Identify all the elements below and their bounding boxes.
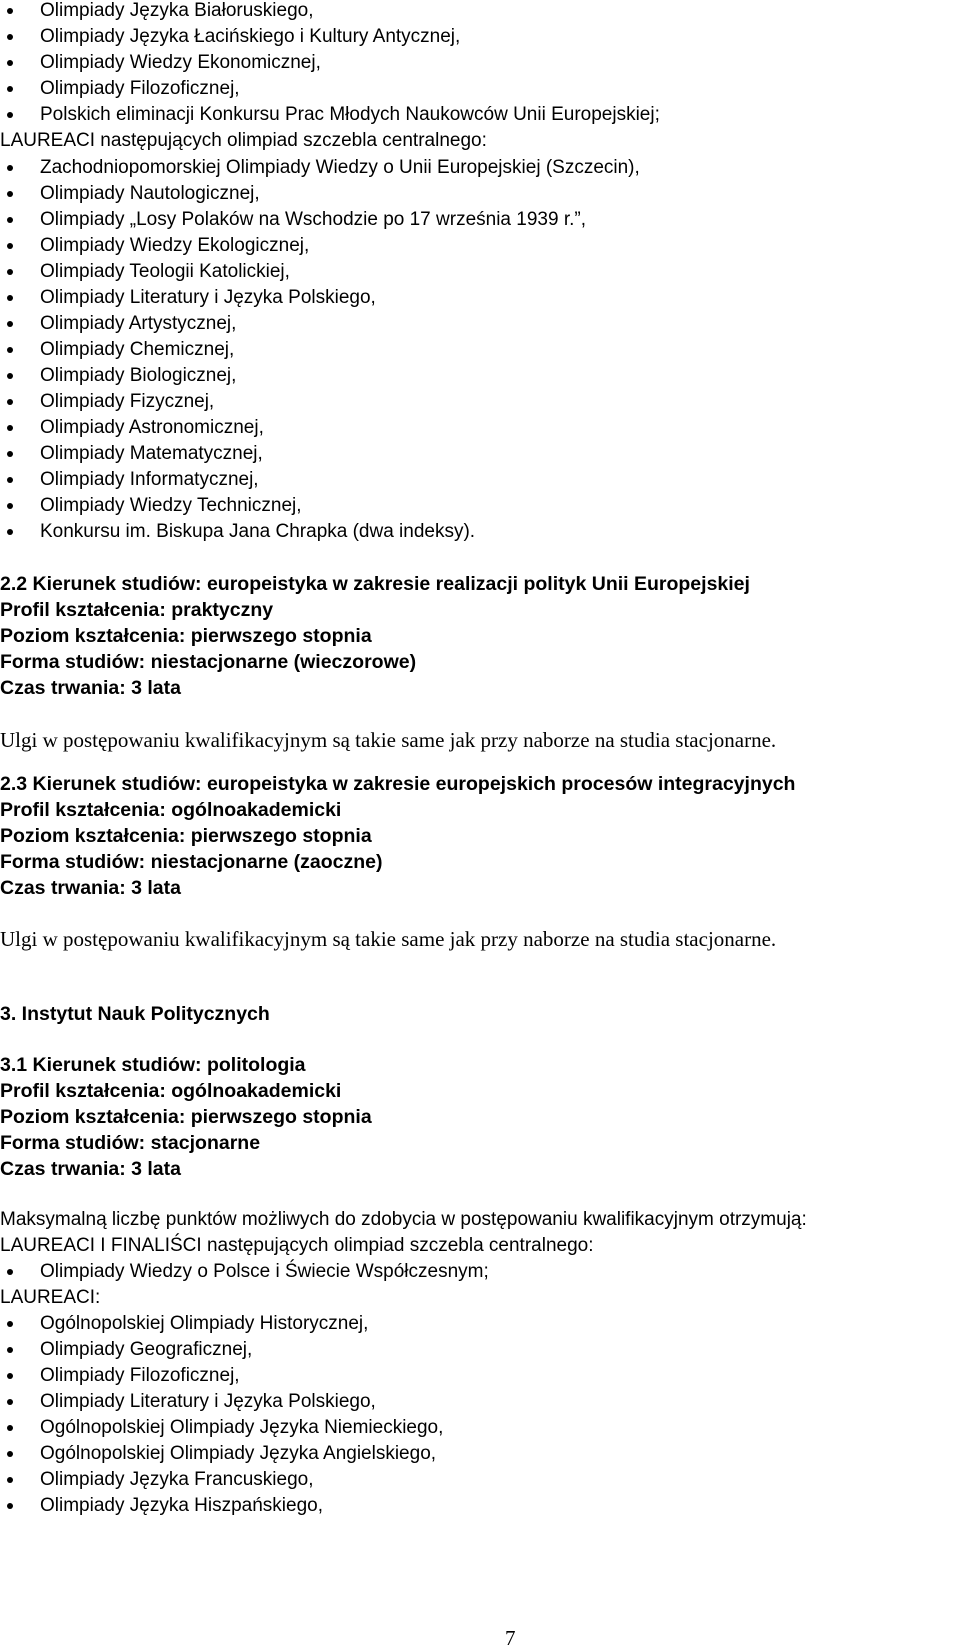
section-3-1-form: Forma studiów: stacjonarne bbox=[0, 1132, 261, 1154]
section-3-1-intro: Maksymalną liczbę punktów możliwych do zdobycia w postępowaniu kwalifikacyjnym otrzymują: bbox=[0, 1209, 807, 1230]
list-item: Olimpiady Biologicznej, bbox=[40, 363, 236, 389]
section-3-title: 3. Instytut Nauk Politycznych bbox=[0, 1003, 270, 1025]
list-item: Olimpiady Wiedzy o Polsce i Świecie Współczesnym; bbox=[40, 1259, 489, 1285]
section-2-3-duration: Czas trwania: 3 lata bbox=[0, 877, 181, 899]
section-2-3-heading: 2.3 Kierunek studiów: europeistyka w zakresie europejskich procesów integracyjnych bbox=[0, 773, 796, 795]
list-item: Olimpiady Filozoficznej, bbox=[40, 1363, 240, 1389]
section-2-2-profile: Profil kształcenia: praktyczny bbox=[0, 599, 274, 621]
list-item: Olimpiady Chemicznej, bbox=[40, 337, 234, 363]
list-item: Olimpiady Wiedzy Ekonomicznej, bbox=[40, 50, 321, 76]
list-item: Olimpiady Nautologicznej, bbox=[40, 181, 260, 207]
list-item: Olimpiady Astronomicznej, bbox=[40, 415, 264, 441]
list-item: Olimpiady Informatycznej, bbox=[40, 467, 259, 493]
section-2-2-heading: 2.2 Kierunek studiów: europeistyka w zakresie realizacji polityk Unii Europejskiej bbox=[0, 573, 750, 595]
list-item: Olimpiady Języka Hiszpańskiego, bbox=[40, 1493, 323, 1519]
list-item: Olimpiady „Losy Polaków na Wschodzie po 17 września 1939 r.”, bbox=[40, 207, 586, 233]
section-2-2-level: Poziom kształcenia: pierwszego stopnia bbox=[0, 625, 372, 647]
list-item: Ogólnopolskiej Olimpiady Języka Niemieckiego, bbox=[40, 1415, 443, 1441]
list-item: Olimpiady Języka Łacińskiego i Kultury Antycznej, bbox=[40, 24, 460, 50]
list-item: Polskich eliminacji Konkursu Prac Młodych Naukowców Unii Europejskiej; bbox=[40, 102, 660, 128]
list-item: Zachodniopomorskiej Olimpiady Wiedzy o Unii Europejskiej (Szczecin), bbox=[40, 155, 640, 181]
page-number: 7 bbox=[505, 1626, 516, 1650]
section-2-3-form: Forma studiów: niestacjonarne (zaoczne) bbox=[0, 851, 383, 873]
laureaci-header: LAUREACI: bbox=[0, 1287, 101, 1308]
laureaci-finalisci-header: LAUREACI I FINALIŚCI następujących olimpiad szczebla centralnego: bbox=[0, 1235, 594, 1256]
list-item: Olimpiady Wiedzy Technicznej, bbox=[40, 493, 302, 519]
section-2-2-form: Forma studiów: niestacjonarne (wieczorowe) bbox=[0, 651, 417, 673]
section-2-2-note: Ulgi w postępowaniu kwalifikacyjnym są takie same jak przy naborze na studia stacjonarne. bbox=[0, 728, 777, 752]
list-item: Olimpiady Języka Białoruskiego, bbox=[40, 0, 314, 24]
section-2-3-level: Poziom kształcenia: pierwszego stopnia bbox=[0, 825, 372, 847]
section-3-1-duration: Czas trwania: 3 lata bbox=[0, 1158, 181, 1180]
list-item: Olimpiady Literatury i Języka Polskiego, bbox=[40, 285, 376, 311]
laureaci-header: LAUREACI następujących olimpiad szczebla centralnego: bbox=[0, 130, 487, 151]
list-item: Olimpiady Matematycznej, bbox=[40, 441, 263, 467]
section-2-3-note: Ulgi w postępowaniu kwalifikacyjnym są takie same jak przy naborze na studia stacjonarne. bbox=[0, 927, 777, 951]
list-item: Ogólnopolskiej Olimpiady Historycznej, bbox=[40, 1311, 368, 1337]
section-2-3-profile: Profil kształcenia: ogólnoakademicki bbox=[0, 799, 342, 821]
list-item: Olimpiady Geograficznej, bbox=[40, 1337, 252, 1363]
section-3-1-level: Poziom kształcenia: pierwszego stopnia bbox=[0, 1106, 372, 1128]
list-item: Ogólnopolskiej Olimpiady Języka Angielskiego, bbox=[40, 1441, 436, 1467]
section-3-1-heading: 3.1 Kierunek studiów: politologia bbox=[0, 1054, 306, 1076]
section-3-1-profile: Profil kształcenia: ogólnoakademicki bbox=[0, 1080, 342, 1102]
section-2-2-duration: Czas trwania: 3 lata bbox=[0, 677, 181, 699]
list-item: Olimpiady Artystycznej, bbox=[40, 311, 236, 337]
list-item: Olimpiady Literatury i Języka Polskiego, bbox=[40, 1389, 376, 1415]
list-item: Olimpiady Teologii Katolickiej, bbox=[40, 259, 290, 285]
list-item: Olimpiady Języka Francuskiego, bbox=[40, 1467, 314, 1493]
list-item: Olimpiady Filozoficznej, bbox=[40, 76, 240, 102]
list-item: Olimpiady Fizycznej, bbox=[40, 389, 214, 415]
list-item: Konkursu im. Biskupa Jana Chrapka (dwa indeksy). bbox=[40, 519, 475, 545]
list-item: Olimpiady Wiedzy Ekologicznej, bbox=[40, 233, 309, 259]
